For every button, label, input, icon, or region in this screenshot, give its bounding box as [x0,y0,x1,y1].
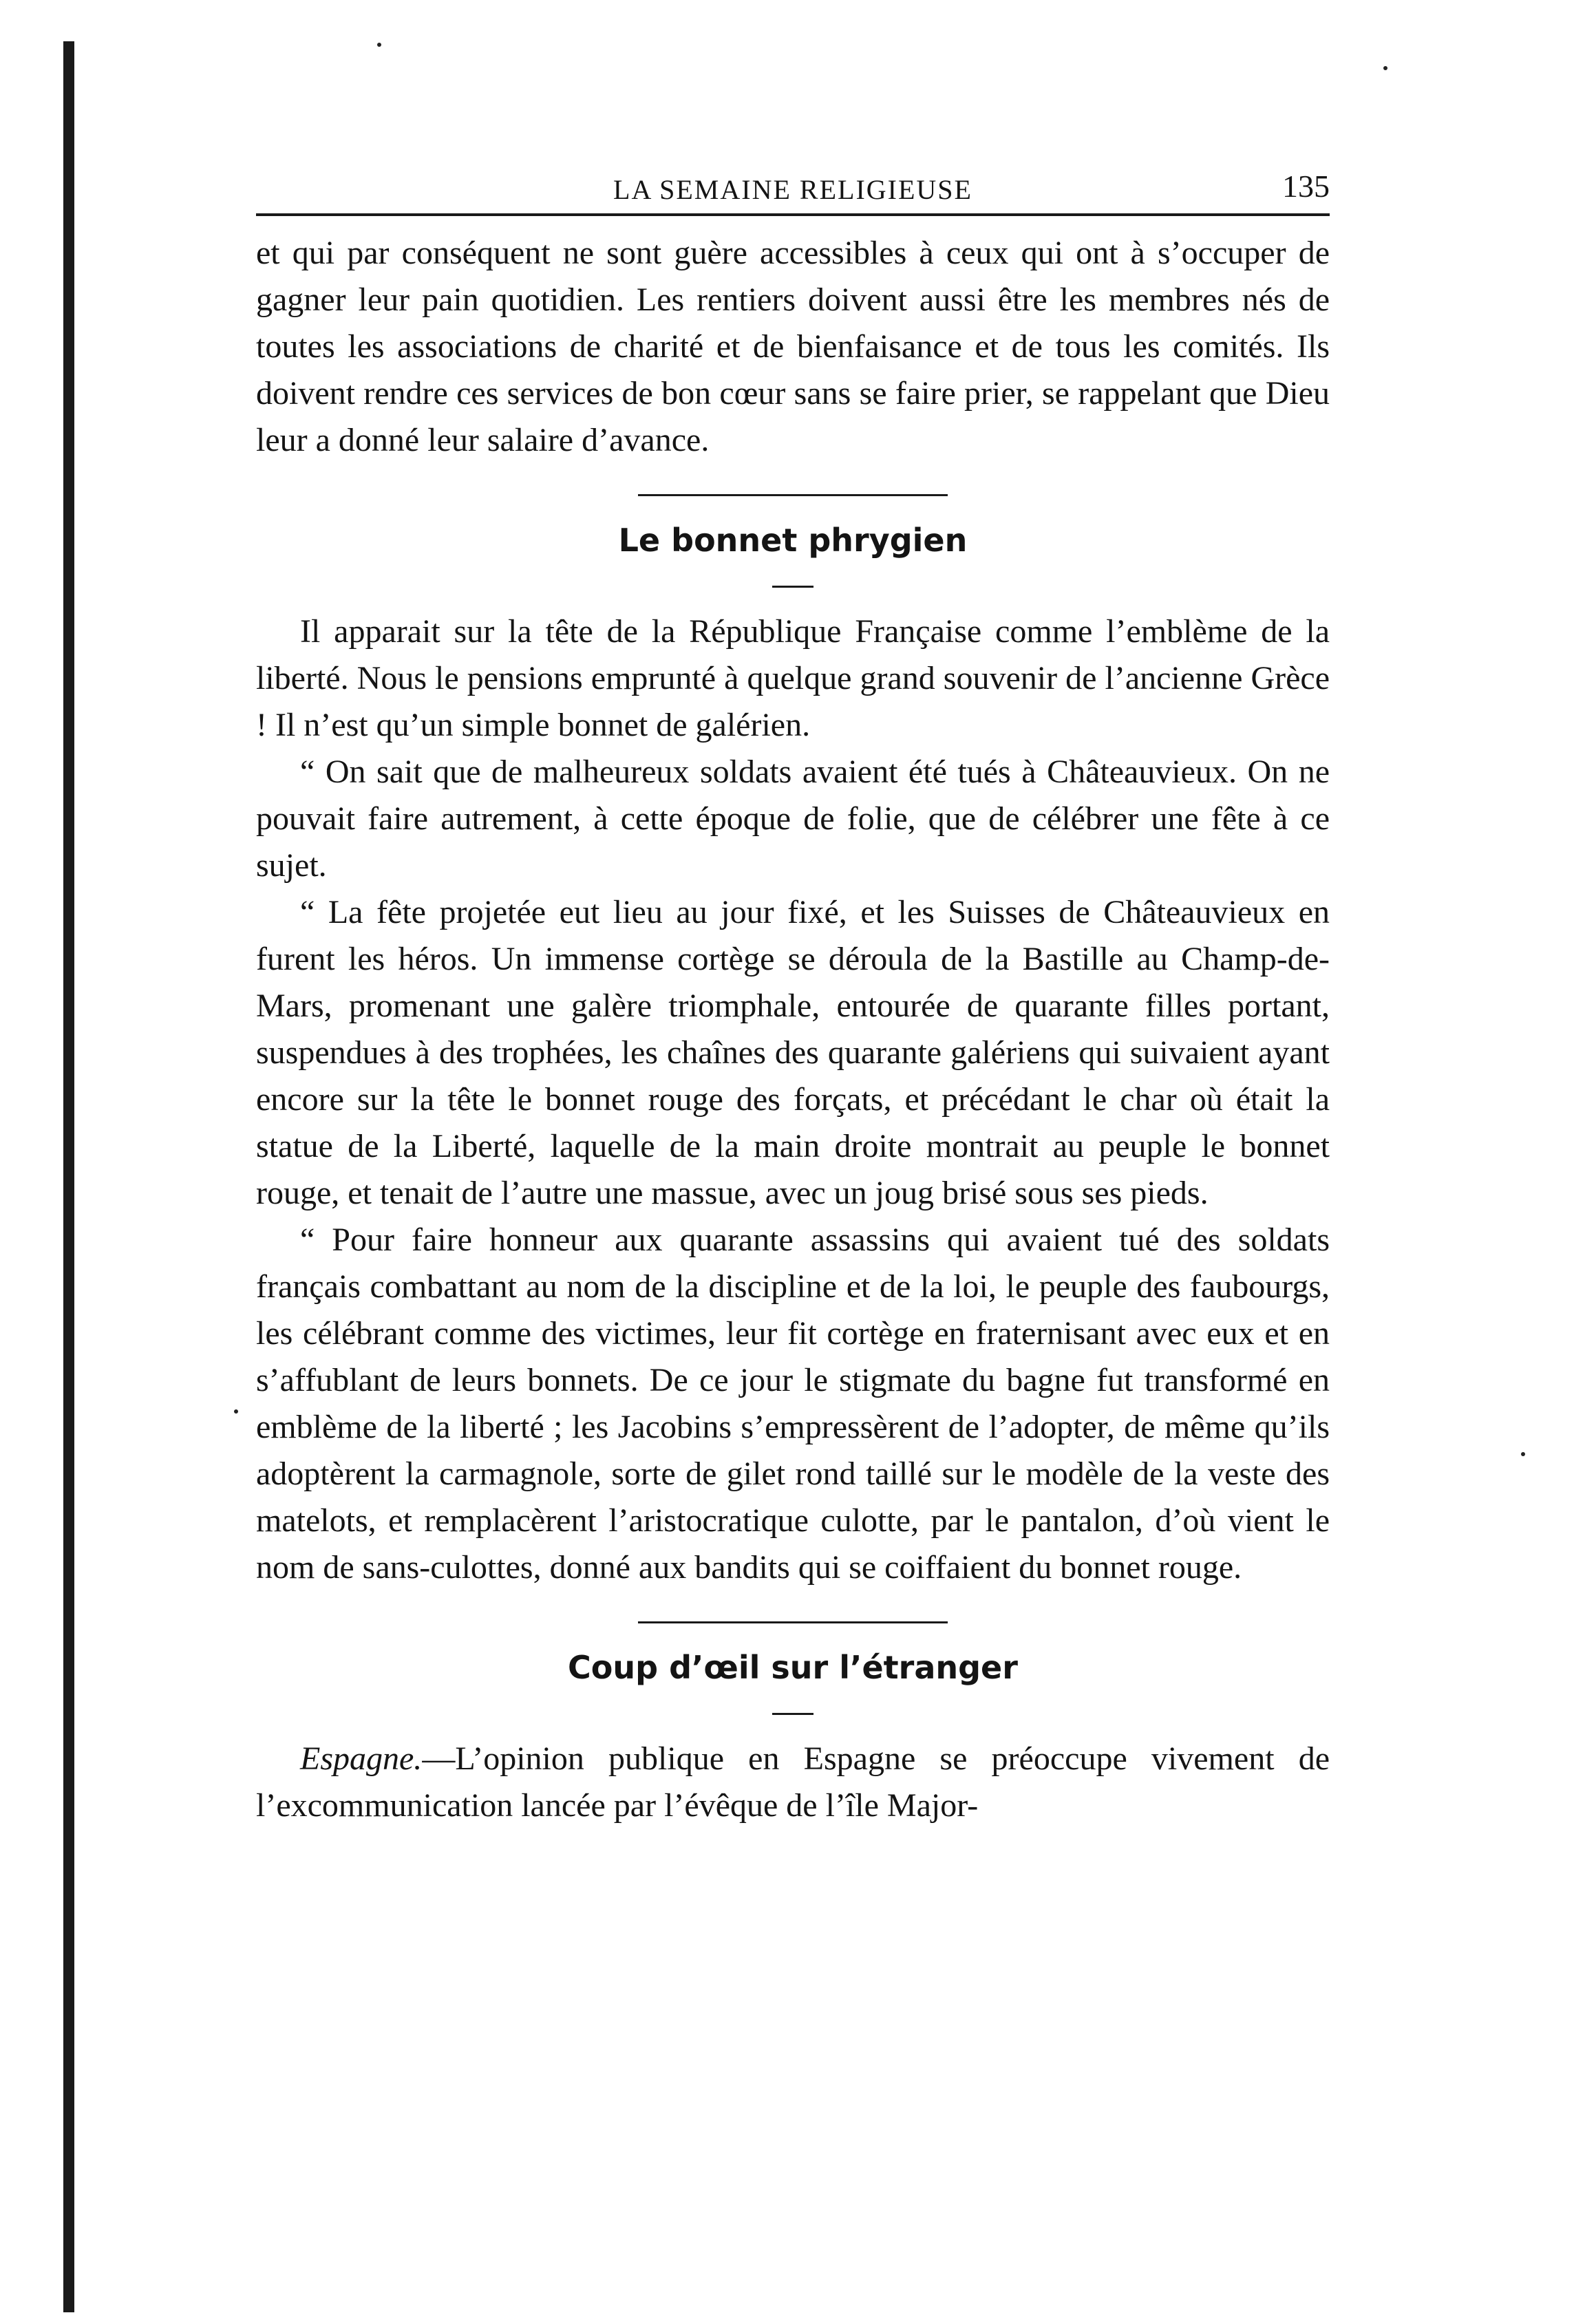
scan-speck [377,43,381,47]
scan-page-edge [63,41,74,2312]
bonnet-paragraph-4: “ Pour faire honneur aux quarante assassins qui avaient tué des soldats français combattant au nom de la discipline et de la loi, le peuple des faubourgs, les célébrant comme des victimes, leur fit cortège en fraternisant avec eux et en s’affublant de leurs bonnets. De ce jour le stigmate du bagne fut transformé en emblème de la liberté ; les Jacobins s’empressèrent de l’adopter, de même qu’ils adoptèrent la carmagnole, sorte de gilet rond taillé sur le modèle de la veste des matelots, et remplacèrent l’aristocratique culotte, par le pantalon, d’où vient le nom de sans-culottes, donné aux bandits qui se coiffaient du bonnet rouge. [256,1222,1330,1586]
scan-speck [1383,66,1387,70]
bonnet-paragraph-2: “ On sait que de malheureux soldats avaient été tués à Châteauvieux. On ne pouvait faire autrement, à cette époque de folie, que de célébrer une fête à ce sujet. [256,754,1330,884]
intro-paragraph: et qui par conséquent ne sont guère accessibles à ceux qui ont à s’occuper de gagner leur pain quotidien. Les rentiers doivent aussi être les membres nés de toutes les associations de charité et de bienfaisance et de tous les comités. Ils doivent rendre ces services de bon cœur sans se faire prier, se rappelant que Dieu leur a donné leur salaire d’avance. [256,235,1330,458]
title-dash [772,1713,813,1715]
section-title-bonnet: Le bonnet phrygien [618,522,968,559]
section-divider [638,1621,948,1623]
header-rule [256,213,1330,216]
page-number: 135 [1282,169,1330,204]
etranger-text: —L’opinion publique en Espagne se préoccupe vivement de l’excommunication lancée par l’évêque de l’île Major- [256,1740,1330,1824]
section-divider [638,494,948,496]
book-page [256,158,1330,1829]
scan-speck [234,1409,238,1414]
running-head [256,158,1330,213]
title-dash [772,586,813,588]
etranger-paragraph [256,1736,1330,1829]
bonnet-paragraph-1: Il apparait sur la tête de la République Française comme l’emblème de la liberté. Nous le pensions emprunté à quelque grand souvenir de l’ancienne Grèce ! Il n’est qu’un simple bonnet de galérien. [256,613,1330,743]
section-title-etranger: Coup d’œil sur l’étranger [568,1649,1018,1686]
scan-speck [1521,1452,1525,1456]
running-title: LA SEMAINE RELIGIEUSE [613,174,972,205]
bonnet-paragraph-3: “ La fête projetée eut lieu au jour fixé, et les Suisses de Châteauvieux en furent les héros. Un immense cortège se déroula de la Bastille au Champ-de-Mars, promenant une galère triomphale, entourée de quarante filles portant, suspendues à des trophées, les chaînes des quarante galériens qui suivaient ayant encore sur la tête le bonnet rouge des forçats, et précédant le char où était la statue de la Liberté, laquelle de la main droite montrait au peuple le bonnet rouge, et tenait de l’autre une massue, avec un joug brisé sous ses pieds. [256,894,1330,1211]
country-label: Espagne. [300,1740,423,1777]
